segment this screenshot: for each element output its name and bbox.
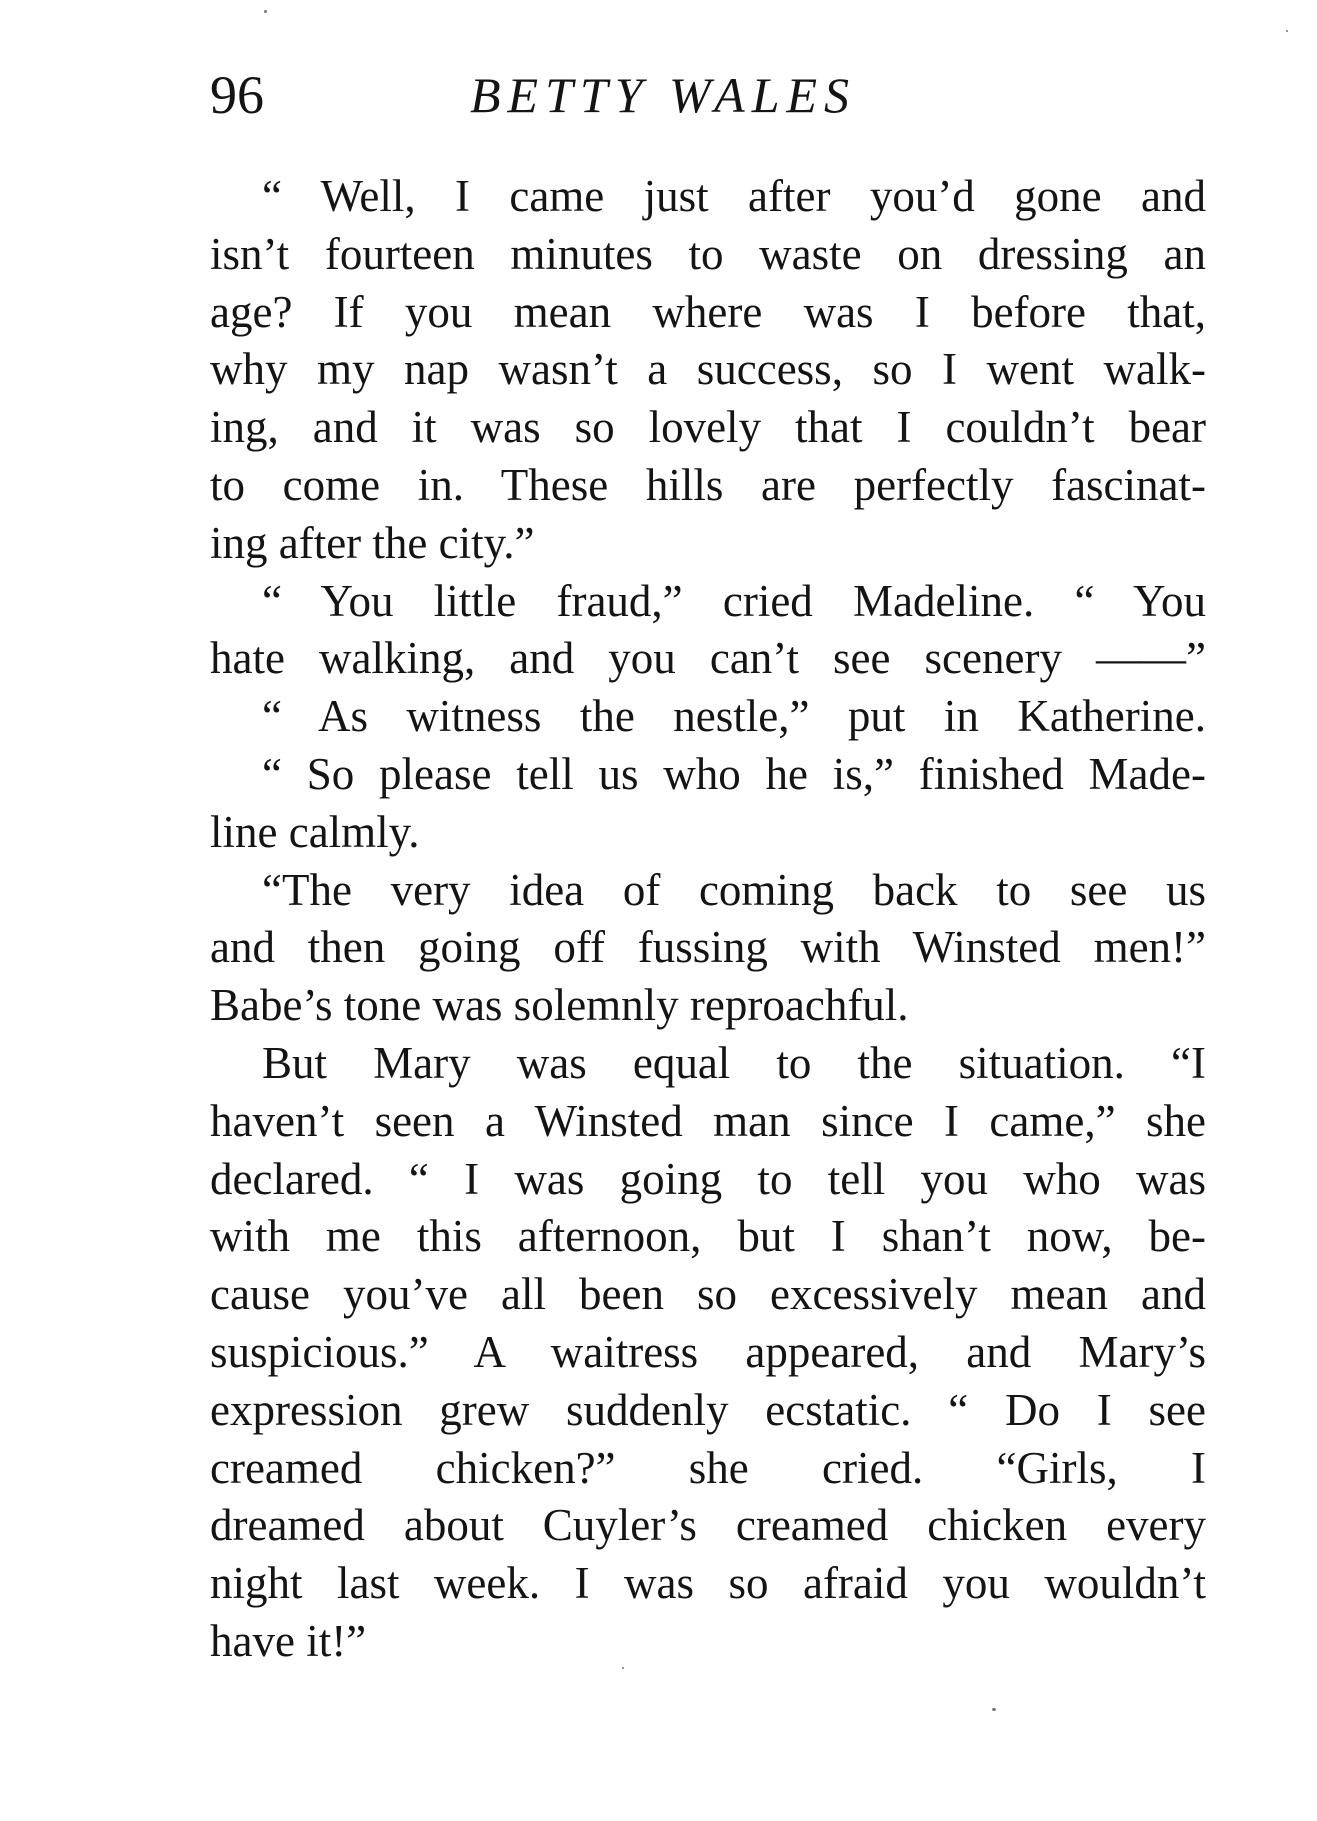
- text-line: to come in. These hills are perfectly fascinat-: [210, 459, 1206, 510]
- text-line: isn’t fourteen minutes to waste on dressing an: [210, 228, 1206, 279]
- text-line: cause you’ve all been so excessively mean and: [210, 1269, 1206, 1320]
- text-line: why my nap wasn’t a success, so I went walk-: [210, 344, 1206, 395]
- running-head: BETTY WALES: [470, 67, 857, 123]
- text-line: creamed chicken?” she cried. “Girls, I: [210, 1442, 1206, 1493]
- page-header: [210, 60, 980, 130]
- scan-speck: [992, 1708, 996, 1711]
- text-line: line calmly.: [210, 806, 420, 857]
- text-line: Babe’s tone was solemnly reproachful.: [210, 980, 909, 1031]
- body-text: [210, 168, 1206, 1671]
- text-line: suspicious.” A waitress appeared, and Mary’s: [210, 1326, 1206, 1377]
- page-number: 96: [210, 65, 264, 125]
- text-line: “ Well, I came just after you’d gone and: [262, 171, 1206, 221]
- text-line: dreamed about Cuyler’s creamed chicken every: [210, 1500, 1206, 1551]
- text-line: “ As witness the nestle,” put in Katherine.: [262, 691, 1206, 742]
- text-line: ing, and it was so lovely that I couldn’t bear: [210, 402, 1206, 453]
- text-line: But Mary was equal to the situation. “I: [262, 1037, 1206, 1088]
- text-line: declared. “ I was going to tell you who was: [210, 1153, 1206, 1204]
- text-line: hate walking, and you can’t see scenery ——”: [210, 633, 1206, 684]
- text-line: night last week. I was so afraid you wouldn’t: [210, 1558, 1206, 1609]
- text-line: have it!”: [210, 1615, 367, 1666]
- text-line: “ You little fraud,” cried Madeline. “ You: [262, 575, 1206, 626]
- scan-speck: [1286, 30, 1288, 32]
- text-line: ing after the city.”: [210, 517, 535, 568]
- text-line: age? If you mean where was I before that,: [210, 286, 1206, 337]
- text-line: “ So please tell us who he is,” finished Made-: [262, 748, 1206, 799]
- text-line: and then going off fussing with Winsted men!”: [210, 922, 1206, 973]
- scan-speck: [264, 10, 267, 13]
- text-line: “The very idea of coming back to see us: [262, 864, 1206, 915]
- text-line: haven’t seen a Winsted man since I came,” she: [210, 1095, 1206, 1146]
- scan-speck: [622, 1667, 624, 1669]
- text-line: expression grew suddenly ecstatic. “ Do I see: [210, 1384, 1206, 1435]
- text-line: with me this afternoon, but I shan’t now, be-: [210, 1211, 1206, 1262]
